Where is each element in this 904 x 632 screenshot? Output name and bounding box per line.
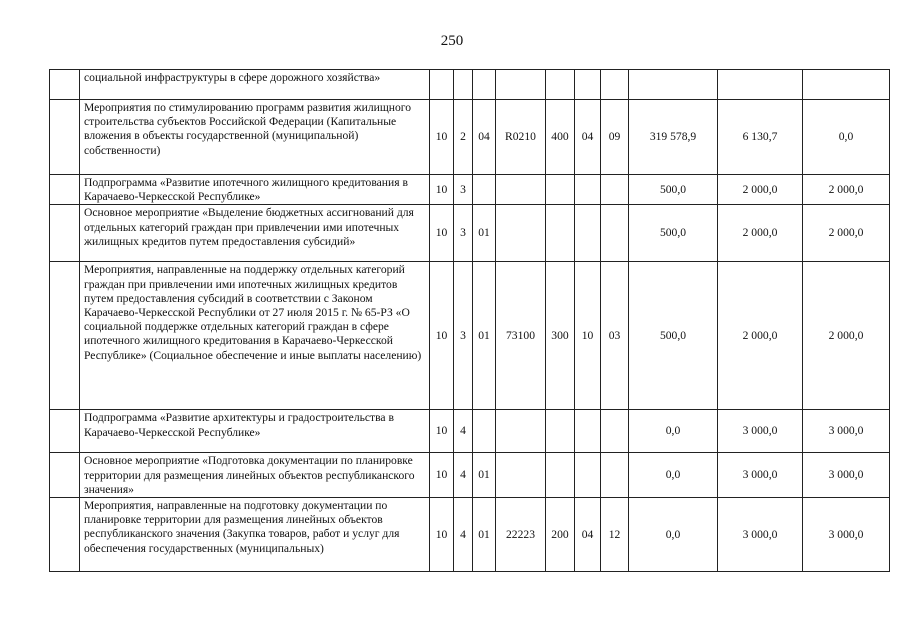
section-cell: 10 (430, 262, 454, 410)
func-section-cell: 10 (575, 262, 601, 410)
amount-year3-cell: 0,0 (803, 100, 890, 175)
amount-year3-cell: 3 000,0 (803, 410, 890, 453)
subsection-cell (454, 70, 473, 100)
item-name-cell: Мероприятия по стимулированию программ развития жилищного строительства субъектов Российской Федерации (Капитальные вложения в объекты государственной (муниципальной) собственности) (80, 100, 430, 175)
target-article-cell: R0210 (496, 100, 546, 175)
program-cell: 01 (473, 498, 496, 572)
expense-type-cell (546, 453, 575, 498)
target-article-cell: 22223 (496, 498, 546, 572)
amount-year3-cell: 2 000,0 (803, 175, 890, 205)
section-cell: 10 (430, 100, 454, 175)
amount-year1-cell: 500,0 (629, 175, 718, 205)
subsection-cell: 3 (454, 205, 473, 262)
target-article-cell: 73100 (496, 262, 546, 410)
table-row (50, 262, 890, 410)
row-number-cell (50, 100, 80, 175)
row-number-cell (50, 205, 80, 262)
amount-year3-cell: 3 000,0 (803, 498, 890, 572)
amount-year3-cell: 3 000,0 (803, 453, 890, 498)
func-subsection-cell (601, 410, 629, 453)
row-number-cell (50, 70, 80, 100)
subsection-cell: 3 (454, 262, 473, 410)
amount-year1-cell: 500,0 (629, 205, 718, 262)
program-cell (473, 70, 496, 100)
target-article-cell (496, 175, 546, 205)
expense-type-cell: 300 (546, 262, 575, 410)
amount-year1-cell: 319 578,9 (629, 100, 718, 175)
table-row (50, 70, 890, 100)
expense-type-cell (546, 70, 575, 100)
expense-type-cell (546, 410, 575, 453)
table-row (50, 453, 890, 498)
amount-year2-cell: 3 000,0 (718, 410, 803, 453)
expense-type-cell: 200 (546, 498, 575, 572)
func-section-cell: 04 (575, 100, 601, 175)
program-cell (473, 175, 496, 205)
target-article-cell (496, 70, 546, 100)
subsection-cell: 4 (454, 498, 473, 572)
expense-type-cell: 400 (546, 100, 575, 175)
row-number-cell (50, 453, 80, 498)
section-cell: 10 (430, 410, 454, 453)
amount-year2-cell: 2 000,0 (718, 175, 803, 205)
program-cell: 01 (473, 205, 496, 262)
func-subsection-cell: 03 (601, 262, 629, 410)
expense-type-cell (546, 175, 575, 205)
program-cell: 01 (473, 262, 496, 410)
table-row (50, 175, 890, 205)
target-article-cell (496, 205, 546, 262)
func-subsection-cell (601, 205, 629, 262)
amount-year2-cell: 2 000,0 (718, 205, 803, 262)
program-cell: 01 (473, 453, 496, 498)
func-subsection-cell: 12 (601, 498, 629, 572)
expense-type-cell (546, 205, 575, 262)
func-section-cell (575, 175, 601, 205)
table-row (50, 100, 890, 175)
item-name-cell: Основное мероприятие «Подготовка документации по планировке территории для размещения линейных объектов республиканского значения» (80, 453, 430, 498)
program-cell: 04 (473, 100, 496, 175)
table-row (50, 410, 890, 453)
table-row (50, 498, 890, 572)
row-number-cell (50, 175, 80, 205)
amount-year1-cell: 0,0 (629, 498, 718, 572)
amount-year3-cell: 2 000,0 (803, 262, 890, 410)
subsection-cell: 4 (454, 453, 473, 498)
func-subsection-cell (601, 453, 629, 498)
amount-year1-cell (629, 70, 718, 100)
amount-year1-cell: 0,0 (629, 453, 718, 498)
amount-year1-cell: 0,0 (629, 410, 718, 453)
amount-year2-cell: 2 000,0 (718, 262, 803, 410)
item-name-cell: Основное мероприятие «Выделение бюджетных ассигнований для отдельных категорий граждан при привлечении ими ипотечных жилищных кредитов путем предоставления субсидий» (80, 205, 430, 262)
func-subsection-cell: 09 (601, 100, 629, 175)
amount-year3-cell (803, 70, 890, 100)
item-name-cell: Мероприятия, направленные на поддержку отдельных категорий граждан при привлечении ими ипотечных жилищных кредитов путем предоставления субсидий в соответствии с Законом Карачаево-Черкесской Республики от 27 июля 2015 г. № 65-РЗ «О социальной поддержке отдельных категорий граждан в сфере ипотечного жилищного кредитования в Карачаево-Черкесской Республике» (Социальное обеспечение и иные выплаты населению) (80, 262, 430, 410)
func-section-cell (575, 70, 601, 100)
section-cell: 10 (430, 175, 454, 205)
amount-year2-cell: 3 000,0 (718, 498, 803, 572)
amount-year2-cell: 3 000,0 (718, 453, 803, 498)
row-number-cell (50, 410, 80, 453)
program-cell (473, 410, 496, 453)
func-section-cell (575, 205, 601, 262)
amount-year3-cell: 2 000,0 (803, 205, 890, 262)
target-article-cell (496, 410, 546, 453)
table-row (50, 205, 890, 262)
item-name-cell: социальной инфраструктуры в сфере дорожного хозяйства» (80, 70, 430, 100)
row-number-cell (50, 262, 80, 410)
amount-year1-cell: 500,0 (629, 262, 718, 410)
func-section-cell (575, 453, 601, 498)
subsection-cell: 3 (454, 175, 473, 205)
func-subsection-cell (601, 70, 629, 100)
subsection-cell: 4 (454, 410, 473, 453)
func-subsection-cell (601, 175, 629, 205)
budget-table (49, 69, 890, 572)
func-section-cell: 04 (575, 498, 601, 572)
section-cell: 10 (430, 205, 454, 262)
func-section-cell (575, 410, 601, 453)
section-cell: 10 (430, 453, 454, 498)
subsection-cell: 2 (454, 100, 473, 175)
section-cell: 10 (430, 498, 454, 572)
page-number: 250 (440, 33, 464, 49)
item-name-cell: Подпрограмма «Развитие архитектуры и градостроительства в Карачаево-Черкесской Республике» (80, 410, 430, 453)
item-name-cell: Подпрограмма «Развитие ипотечного жилищного кредитования в Карачаево-Черкесской Республике» (80, 175, 430, 205)
amount-year2-cell (718, 70, 803, 100)
target-article-cell (496, 453, 546, 498)
row-number-cell (50, 498, 80, 572)
amount-year2-cell: 6 130,7 (718, 100, 803, 175)
item-name-cell: Мероприятия, направленные на подготовку документации по планировке территории для размещения линейных объектов республиканского значения (Закупка товаров, работ и услуг для обеспечения государственных (муниципальных) (80, 498, 430, 572)
section-cell (430, 70, 454, 100)
